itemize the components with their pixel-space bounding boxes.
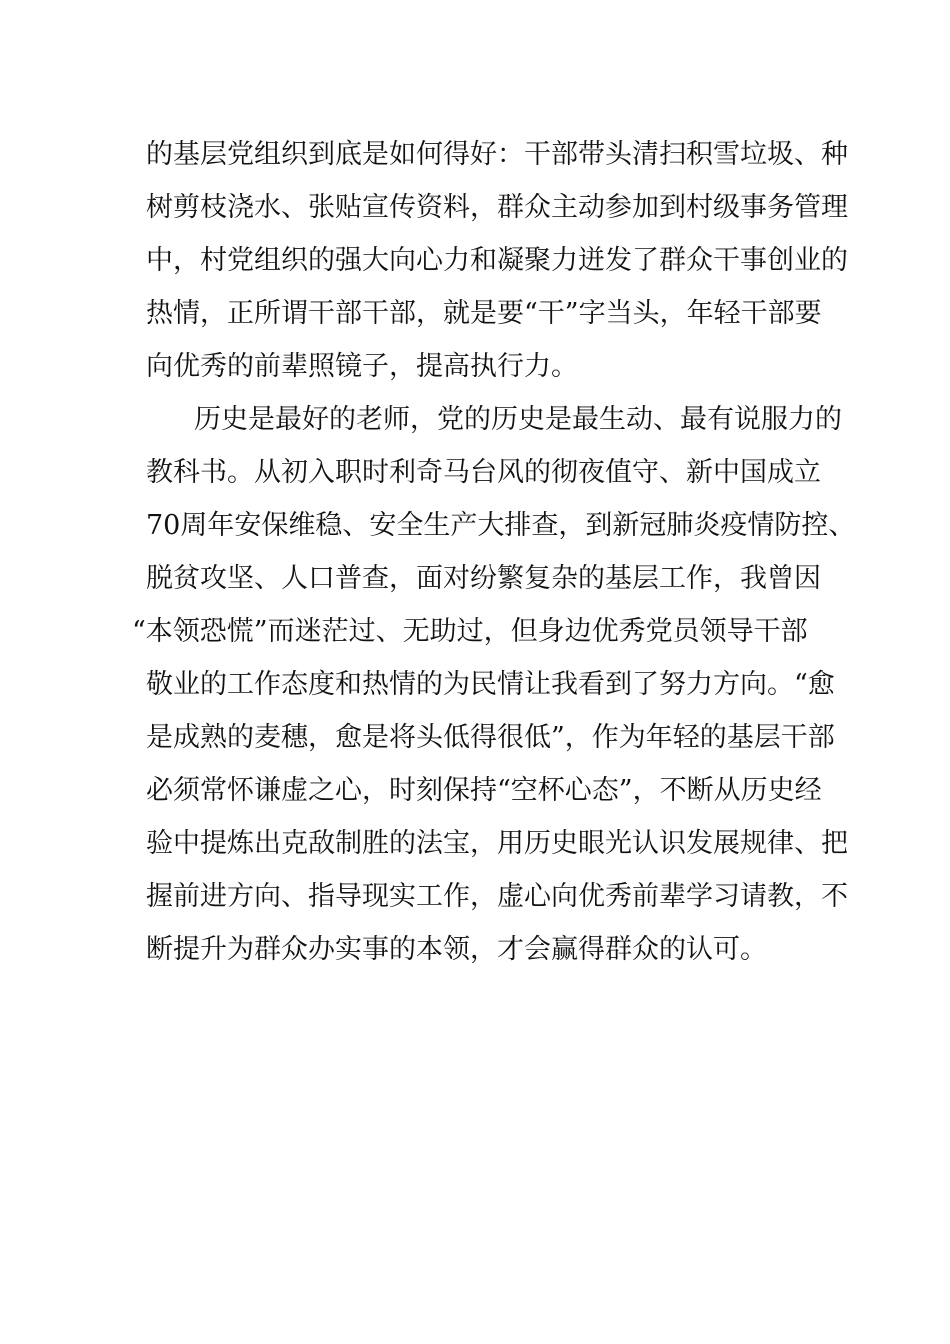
paragraph-line: 热情，正所谓干部干部，就是要“干”字当头，年轻干部要 <box>146 298 822 329</box>
paragraph-line: “本领恐慌”而迷茫过、无助过，但身边优秀党员领导干部 <box>132 616 808 647</box>
paragraph-line: 向优秀的前辈照镜子，提高执行力。 <box>146 351 578 382</box>
paragraph-2 <box>132 393 856 976</box>
paragraph-line: 验中提炼出克敌制胜的法宝，用历史眼光认识发展规律、把 <box>146 828 848 859</box>
paragraph-line: 中，村党组织的强大向心力和凝聚力迸发了群众干事创业的 <box>146 245 848 276</box>
paragraph-line: 的基层党组织到底是如何得好：干部带头清扫积雪垃圾、种 <box>146 139 848 170</box>
paragraph-line: 脱贫攻坚、人口普查，面对纷繁复杂的基层工作，我曾因 <box>146 563 821 594</box>
paragraph-line: 握前进方向、指导现实工作，虚心向优秀前辈学习请教，不 <box>146 881 848 912</box>
paragraph-line: 敬业的工作态度和热情的为民情让我看到了努力方向。“愈 <box>146 669 835 700</box>
paragraph-line: 教科书。从初入职时利奇马台风的彻夜值守、新中国成立 <box>146 457 821 488</box>
paragraph-1 <box>146 128 848 393</box>
paragraph-line: 历史是最好的老师，党的历史是最生动、最有说服力的 <box>194 404 842 435</box>
paragraph-line: 必须常怀谦虚之心，时刻保持“空杯心态”，不断从历史经 <box>146 775 822 806</box>
paragraph-line: 70周年安保维稳、安全生产大排查，到新冠肺炎疫情防控、 <box>146 510 856 541</box>
document-body <box>132 128 856 976</box>
paragraph-line: 树剪枝浇水、张贴宣传资料，群众主动参加到村级事务管理 <box>146 192 848 223</box>
paragraph-line: 断提升为群众办实事的本领，才会赢得群众的认可。 <box>146 934 767 965</box>
paragraph-line: 是成熟的麦穗，愈是将头低得很低”，作为年轻的基层干部 <box>146 722 835 753</box>
